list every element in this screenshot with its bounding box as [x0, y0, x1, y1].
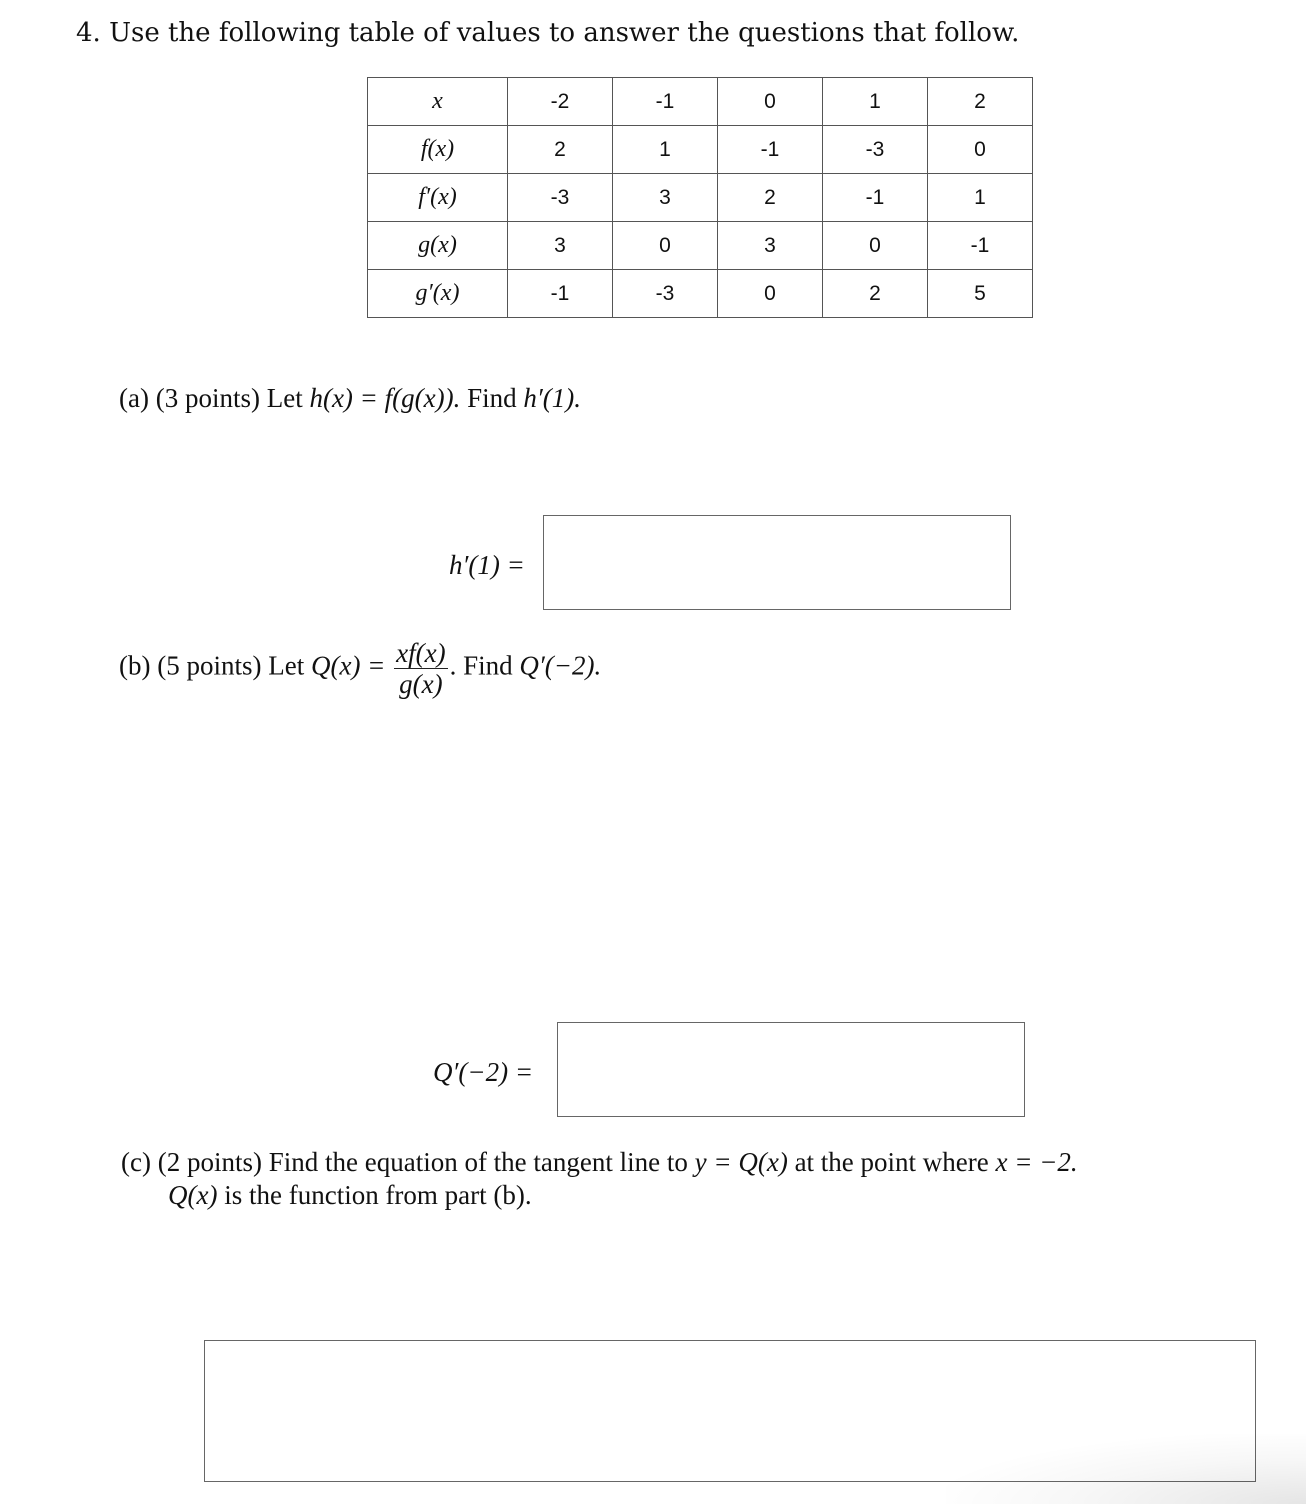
- table-cell: 0: [718, 78, 823, 126]
- part-b-prompt: [119, 638, 601, 699]
- part-a-answer-label: h′(1) =: [449, 550, 525, 580]
- part-c-text-2: at the point where: [794, 1147, 989, 1177]
- table-cell: -3: [823, 126, 928, 174]
- table-cell: -1: [823, 174, 928, 222]
- table-cell: 2: [928, 78, 1033, 126]
- part-b-target: Q′(−2).: [519, 650, 602, 681]
- problem-header: 4. Use the following table of values to answer the questions that follow.: [76, 18, 1020, 48]
- table-row: [368, 270, 1033, 318]
- table-cell: 3: [718, 222, 823, 270]
- part-b-denominator: g(x): [399, 669, 443, 699]
- table-cell: 2: [508, 126, 613, 174]
- part-c-note: [168, 1180, 532, 1211]
- part-c-prompt: [121, 1147, 1078, 1178]
- part-a-prompt: [119, 383, 581, 414]
- row-label-g-prime: g′(x): [368, 270, 508, 318]
- part-a-definition: h(x) = f(g(x)).: [309, 383, 461, 413]
- part-c-function-ref: Q(x): [168, 1180, 218, 1210]
- table-cell: 0: [928, 126, 1033, 174]
- table-row: [368, 174, 1033, 222]
- table-cell: -2: [508, 78, 613, 126]
- part-b-find: . Find: [449, 650, 513, 681]
- table-cell: 2: [718, 174, 823, 222]
- part-c-equation-2: x = −2.: [995, 1147, 1078, 1177]
- table-cell: 1: [928, 174, 1033, 222]
- part-c-answer-box[interactable]: [204, 1340, 1256, 1482]
- part-b-marker: (b): [119, 650, 151, 681]
- row-label-x: x: [368, 78, 508, 126]
- part-a-marker: (a): [119, 383, 149, 413]
- part-c-equation-1: y = Q(x): [694, 1147, 788, 1177]
- table-cell: 5: [928, 270, 1033, 318]
- part-a-answer-box[interactable]: [543, 515, 1011, 610]
- row-label-g: g(x): [368, 222, 508, 270]
- part-b-answer-label: Q′(−2) =: [433, 1057, 534, 1087]
- part-a-find: Find: [467, 383, 517, 413]
- table-cell: -1: [613, 78, 718, 126]
- part-b-points: (5 points): [157, 650, 262, 681]
- part-c-text-1: Find the equation of the tangent line to: [268, 1147, 688, 1177]
- part-a-points: (3 points): [155, 383, 260, 413]
- table-cell: 3: [508, 222, 613, 270]
- row-label-f: f(x): [368, 126, 508, 174]
- table-cell: 0: [823, 222, 928, 270]
- table-cell: -1: [928, 222, 1033, 270]
- part-b-lhs: Q(x) =: [310, 650, 386, 681]
- table-cell: -1: [508, 270, 613, 318]
- table-cell: -3: [613, 270, 718, 318]
- table-cell: 1: [823, 78, 928, 126]
- table-row: [368, 222, 1033, 270]
- part-c-points: (2 points): [157, 1147, 262, 1177]
- table-cell: 3: [613, 174, 718, 222]
- part-c-marker: (c): [121, 1147, 151, 1177]
- table-row: [368, 126, 1033, 174]
- part-b-numerator: xf(x): [396, 638, 446, 668]
- table-cell: 0: [718, 270, 823, 318]
- part-b-fraction: [394, 638, 447, 699]
- table-cell: -1: [718, 126, 823, 174]
- part-a-target: h′(1).: [523, 383, 582, 413]
- value-table: [367, 77, 1033, 318]
- row-label-f-prime: f′(x): [368, 174, 508, 222]
- table-cell: 1: [613, 126, 718, 174]
- table-cell: -3: [508, 174, 613, 222]
- part-c-note-text: is the function from part (b).: [224, 1180, 532, 1210]
- table-row: [368, 78, 1033, 126]
- part-a-let: Let: [266, 383, 303, 413]
- table-cell: 2: [823, 270, 928, 318]
- part-b-answer-box[interactable]: [557, 1022, 1025, 1117]
- part-b-let: Let: [268, 650, 305, 681]
- table-cell: 0: [613, 222, 718, 270]
